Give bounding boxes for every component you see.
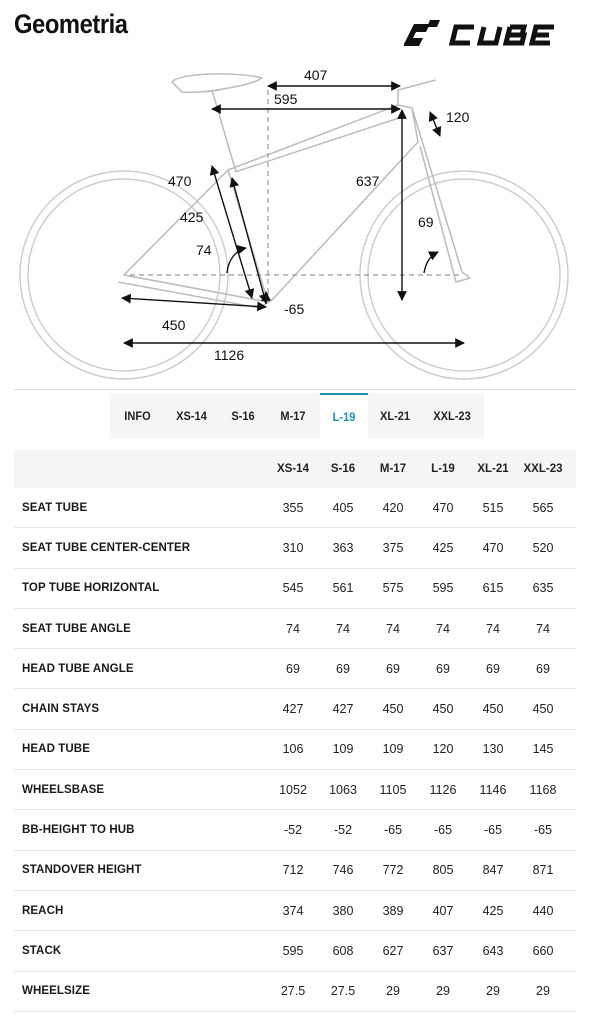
table-row <box>14 488 576 528</box>
table-row <box>14 649 576 689</box>
row-label: BB-HEIGHT TO HUB <box>22 824 135 837</box>
row-label: WHEELSIZE <box>22 985 90 998</box>
column-header: S-16 <box>330 463 356 475</box>
table-cell: 608 <box>332 943 354 958</box>
table-cell: 1126 <box>429 782 457 797</box>
label-top-tube: 595 <box>274 91 298 107</box>
row-label: STACK <box>22 944 62 957</box>
table-cell: 106 <box>282 742 304 757</box>
row-label: SEAT TUBE <box>22 501 88 514</box>
table-cell: 746 <box>332 863 354 878</box>
page-header <box>0 0 590 60</box>
table-row <box>14 891 576 931</box>
table-cell: 27.5 <box>330 984 356 999</box>
table-cell: 515 <box>482 500 504 515</box>
table-cell: 69 <box>536 661 550 676</box>
table-cell: 74 <box>286 621 300 636</box>
table-cell: 637 <box>432 943 454 958</box>
table-cell: 363 <box>332 540 354 555</box>
page-title: Geometria <box>14 9 128 39</box>
table-cell: 1168 <box>529 782 557 797</box>
row-label: TOP TUBE HORIZONTAL <box>22 582 160 595</box>
geometry-diagram <box>0 60 590 390</box>
table-cell: 74 <box>336 621 350 636</box>
row-label: HEAD TUBE ANGLE <box>22 662 134 675</box>
tab-m-17[interactable]: M-17 <box>280 409 306 423</box>
row-label: SEAT TUBE CENTER-CENTER <box>22 541 191 554</box>
table-cell: 355 <box>282 500 304 515</box>
table-cell: 635 <box>532 581 554 596</box>
tab-xxl-23[interactable]: XXL-23 <box>433 409 471 423</box>
table-row <box>14 972 576 1012</box>
label-bb-drop: -65 <box>284 301 305 317</box>
table-cell: 427 <box>282 702 304 717</box>
table-cell: 615 <box>482 581 504 596</box>
table-cell: 1063 <box>329 782 357 797</box>
table-cell: -65 <box>433 823 453 838</box>
table-cell: 545 <box>282 581 304 596</box>
row-label: HEAD TUBE <box>22 743 90 756</box>
table-cell: 805 <box>432 863 454 878</box>
table-cell: 69 <box>486 661 500 676</box>
table-cell: 374 <box>282 903 304 918</box>
table-cell: 109 <box>332 742 354 757</box>
table-cell: 74 <box>386 621 400 636</box>
label-head-tube: 120 <box>446 109 470 125</box>
table-cell: 69 <box>436 661 450 676</box>
table-row <box>14 528 576 568</box>
row-label: REACH <box>22 904 64 917</box>
table-cell: 29 <box>486 984 500 999</box>
table-cell: 120 <box>432 742 454 757</box>
tab-xs-14[interactable]: XS-14 <box>176 409 207 423</box>
table-cell: 595 <box>432 581 454 596</box>
table-row <box>14 569 576 609</box>
table-cell: 405 <box>332 500 354 515</box>
table-cell: 450 <box>382 702 404 717</box>
tab-s-16[interactable]: S-16 <box>231 409 255 423</box>
column-header: XXL-23 <box>523 463 563 475</box>
label-seat-tube-cc: 425 <box>180 209 204 225</box>
table-row <box>14 609 576 649</box>
table-row <box>14 931 576 971</box>
tab-l-19[interactable]: L-19 <box>320 393 368 439</box>
table-cell: 450 <box>432 702 454 717</box>
label-stack-top: 407 <box>304 67 328 83</box>
table-header-row <box>14 450 576 488</box>
row-label: WHEELSBASE <box>22 783 105 796</box>
table-cell: 69 <box>286 661 300 676</box>
tab-xl-21[interactable]: XL-21 <box>379 409 411 423</box>
table-cell: 712 <box>282 863 304 878</box>
table-cell: 1105 <box>379 782 407 797</box>
table-body <box>14 488 576 1012</box>
column-header: L-19 <box>431 463 455 475</box>
cube-logo <box>404 18 564 52</box>
table-cell: 380 <box>332 903 354 918</box>
table-cell: 420 <box>382 500 404 515</box>
table-cell: -65 <box>383 823 403 838</box>
row-label: CHAIN STAYS <box>22 703 100 716</box>
table-cell: 74 <box>486 621 500 636</box>
geometry-table <box>14 450 576 1012</box>
table-cell: 74 <box>536 621 550 636</box>
table-cell: 470 <box>482 540 504 555</box>
table-cell: 520 <box>532 540 554 555</box>
label-seat-angle: 74 <box>196 242 212 258</box>
table-cell: 440 <box>532 903 554 918</box>
table-cell: 375 <box>382 540 404 555</box>
table-cell: 561 <box>332 581 354 596</box>
row-label: SEAT TUBE ANGLE <box>22 622 131 635</box>
table-cell: 470 <box>432 500 454 515</box>
table-cell: 450 <box>532 702 554 717</box>
table-cell: 29 <box>536 984 550 999</box>
table-cell: 427 <box>332 702 354 717</box>
table-cell: 389 <box>382 903 404 918</box>
table-row <box>14 810 576 850</box>
table-cell: -65 <box>533 823 553 838</box>
table-cell: 871 <box>532 863 554 878</box>
row-label: STANDOVER HEIGHT <box>22 864 142 877</box>
section-divider <box>14 389 576 390</box>
table-cell: 29 <box>436 984 450 999</box>
table-cell: -52 <box>283 823 303 838</box>
column-header: XL-21 <box>477 463 509 475</box>
table-row <box>14 770 576 810</box>
table-cell: 425 <box>432 540 454 555</box>
label-wheelbase: 1126 <box>214 347 245 363</box>
label-head-angle: 69 <box>418 214 434 230</box>
table-cell: 109 <box>382 742 404 757</box>
table-cell: 595 <box>282 943 304 958</box>
table-cell: 74 <box>436 621 450 636</box>
table-cell: 450 <box>482 702 504 717</box>
table-cell: 130 <box>482 742 504 757</box>
table-cell: 660 <box>532 943 554 958</box>
table-cell: 145 <box>532 742 554 757</box>
table-cell: 627 <box>382 943 404 958</box>
table-cell: 69 <box>386 661 400 676</box>
table-cell: 1146 <box>479 782 507 797</box>
table-cell: 565 <box>532 500 554 515</box>
table-cell: 29 <box>386 984 400 999</box>
column-header: XS-14 <box>277 463 309 475</box>
column-header: M-17 <box>379 463 407 475</box>
table-cell: 310 <box>282 540 304 555</box>
label-chain-stays: 450 <box>162 317 186 333</box>
label-stack: 637 <box>356 173 380 189</box>
size-tabs <box>110 393 484 439</box>
table-cell: -52 <box>333 823 353 838</box>
table-cell: 1052 <box>279 782 307 797</box>
label-seat-tube: 470 <box>168 173 192 189</box>
table-cell: -65 <box>483 823 503 838</box>
table-cell: 575 <box>382 581 404 596</box>
table-row <box>14 851 576 891</box>
table-cell: 847 <box>482 863 504 878</box>
table-cell: 27.5 <box>280 984 306 999</box>
table-cell: 772 <box>382 863 404 878</box>
table-cell: 643 <box>482 943 504 958</box>
table-row <box>14 730 576 770</box>
table-cell: 69 <box>336 661 350 676</box>
tab-info[interactable]: INFO <box>124 409 151 423</box>
table-row <box>14 689 576 729</box>
table-cell: 407 <box>432 903 454 918</box>
table-cell: 425 <box>482 903 504 918</box>
